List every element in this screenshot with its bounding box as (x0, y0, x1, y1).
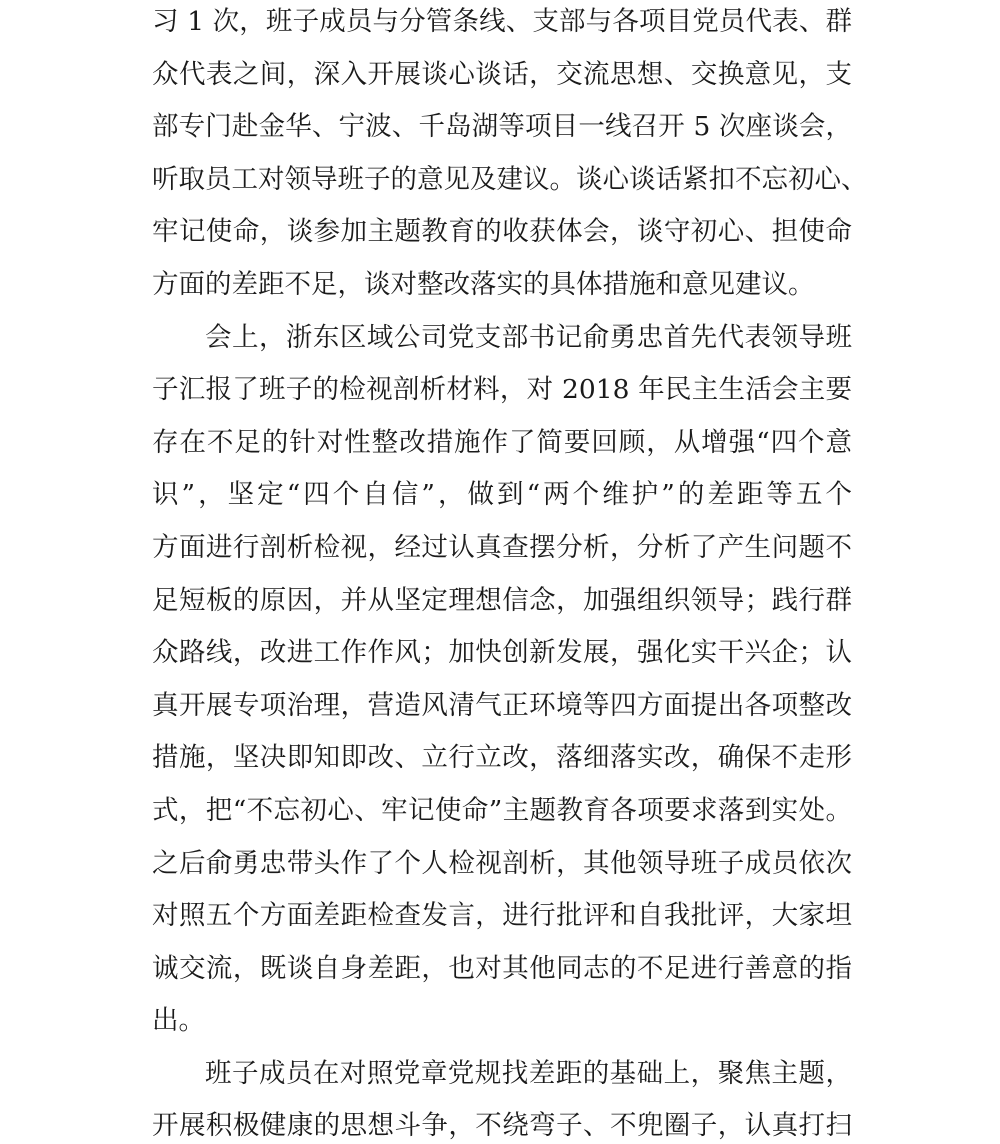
text-line: 诚交流，既谈自身差距，也对其他同志的不足进行善意的指 (152, 952, 852, 984)
text-line: 之后俞勇忠带头作了个人检视剖析，其他领导班子成员依次 (152, 847, 852, 879)
text-line: 方面进行剖析检视，经过认真查摆分析，分析了产生问题不 (152, 531, 852, 563)
text-line: 式，把“不忘初心、牢记使命”主题教育各项要求落到实处。 (152, 794, 852, 826)
text-line: 识”，坚定“四个自信”，做到“两个维护”的差距等五个 (152, 479, 852, 511)
paragraph-3 (152, 1048, 852, 1144)
text-line: 部专门赴金华、宁波、千岛湖等项目一线召开 5 次座谈会， (152, 111, 852, 143)
text-line: 对照五个方面差距检查发言，进行批评和自我批评，大家坦 (152, 900, 852, 932)
text-line: 会上，浙东区域公司党支部书记俞勇忠首先代表领导班 (205, 321, 852, 353)
text-line: 方面的差距不足，谈对整改落实的具体措施和意见建议。 (152, 268, 815, 300)
text-line: 众路线，改进工作作风；加快创新发展，强化实干兴企；认 (152, 637, 852, 669)
text-line: 众代表之间，深入开展谈心谈话，交流思想、交换意见，支 (152, 58, 852, 90)
text-line: 子汇报了班子的检视剖析材料，对 2018 年民主生活会主要 (152, 374, 852, 406)
text-line: 牢记使命，谈参加主题教育的收获体会，谈守初心、担使命 (152, 216, 852, 248)
text-line: 听取员工对领导班子的意见及建议。谈心谈话紧扣不忘初心、 (152, 163, 868, 195)
text-line: 开展积极健康的思想斗争，不绕弯子、不兜圈子，认真打扫 (152, 1110, 852, 1142)
text-line: 足短板的原因，并从坚定理想信念，加强组织领导；践行群 (152, 584, 852, 616)
text-line: 出。 (152, 1005, 205, 1037)
paragraph-2 (152, 312, 852, 1048)
paragraph-1 (152, 0, 868, 312)
text-line: 措施，坚决即知即改、立行立改，落细落实改，确保不走形 (152, 742, 852, 774)
text-line: 真开展专项治理，营造风清气正环境等四方面提出各项整改 (152, 689, 852, 721)
text-line: 存在不足的针对性整改措施作了简要回顾，从增强“四个意 (152, 426, 852, 458)
text-line: 习 1 次，班子成员与分管条线、支部与各项目党员代表、群 (152, 6, 852, 37)
text-line: 班子成员在对照党章党规找差距的基础上，聚焦主题， (205, 1057, 852, 1089)
document-body (152, 0, 868, 1144)
